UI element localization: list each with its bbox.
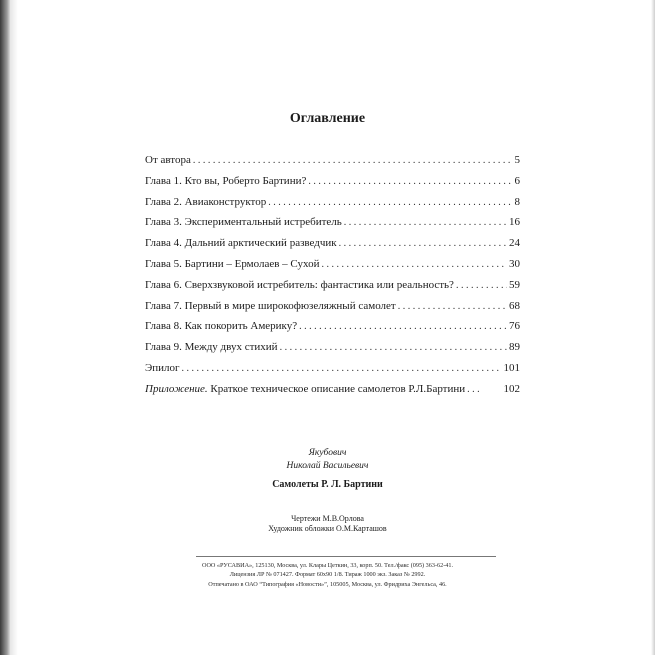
toc-entry-label: Глава 7. Первый в мире широкофюзеляжный самолет <box>145 299 396 312</box>
book-spine-shadow <box>0 0 10 655</box>
toc-entry-page: 24 <box>509 237 520 250</box>
toc-leader-dots <box>299 320 507 334</box>
imprint-printer: Отпечатано в ОАО “Типография «Новости»”, 105005, Москва, ул. Фридриха Энгельса, 46. <box>208 580 447 588</box>
toc-entry <box>145 319 520 340</box>
staff-credits <box>0 514 655 534</box>
toc-entry-page: 89 <box>509 341 520 354</box>
toc-entry-page: 5 <box>514 154 520 166</box>
toc-entry-page: 76 <box>509 320 520 333</box>
toc-title: Оглавление <box>289 111 366 126</box>
toc-entry <box>145 174 520 195</box>
page-edge <box>651 0 655 655</box>
toc-entry-label: Глава 5. Бартини – Ермолаев – Сухой <box>145 257 320 270</box>
toc-leader-dots <box>268 196 512 210</box>
toc-leader-dots <box>339 237 507 251</box>
toc-entry-label: Эпилог <box>145 361 180 374</box>
toc-entry-page: 68 <box>509 299 520 312</box>
imprint-block <box>0 561 655 589</box>
toc-entry-page: 101 <box>503 361 520 374</box>
toc-entry-text: Краткое техническое описание самолетов Р.Л.Бартини <box>210 382 466 395</box>
toc-leader-dots <box>182 362 502 376</box>
toc-leader-dots <box>193 154 513 168</box>
toc-entry-label: От автора <box>145 154 191 166</box>
toc-entry-label: Глава 1. Кто вы, Роберто Бартини? <box>145 174 307 187</box>
toc-entry <box>145 195 520 216</box>
toc-entry-label: Глава 8. Как покорить Америку? <box>145 320 298 333</box>
toc-entry-label: Глава 6. Сверхзвуковой истребитель: фантастика или реальность? <box>145 278 454 291</box>
toc-entry <box>145 236 520 257</box>
author-block <box>0 447 655 473</box>
toc-entry-page: 30 <box>509 257 520 270</box>
toc-entry-label: Глава 2. Авиаконструктор <box>145 195 267 208</box>
toc-leader-dots <box>308 175 512 189</box>
imprint-publisher: ООО «РУСАВИА», 125130, Москва, ул. Клары Цеткин, 33, корп. 50. Тел./факс (095) 363-62-41. <box>201 562 453 569</box>
toc-entry-label: Глава 3. Экспериментальный истребитель <box>145 216 342 229</box>
toc-entry <box>145 153 520 174</box>
imprint-license: Лицензия ЛР № 071427. Формат 60х90 1/8. Тираж 1000 экз. Заказ № 2992. <box>229 571 426 579</box>
toc-entry-label: Глава 4. Дальний арктический разведчик <box>145 237 337 250</box>
toc-entry-prefix: Приложение. <box>145 382 208 395</box>
toc-leader-dots <box>398 300 507 314</box>
drawings-credit: Чертежи М.В.Орлова <box>291 514 364 523</box>
author-given-names: Николай Васильевич <box>286 461 369 471</box>
toc-entry-label: Глава 9. Между двух стихий <box>145 341 278 354</box>
toc-leader-dots <box>321 258 507 272</box>
toc-entry <box>145 215 520 236</box>
toc-entry <box>145 299 520 320</box>
author-surname: Якубович <box>308 448 347 458</box>
book-title: Самолеты Р. Л. Бартини <box>272 479 383 490</box>
toc-entry <box>145 278 520 299</box>
toc-entry-page: 8 <box>514 195 520 208</box>
toc-entry-label <box>145 382 465 396</box>
imprint-divider <box>196 556 496 557</box>
toc-leader-dots <box>456 279 507 293</box>
gutter-shadow <box>10 0 18 655</box>
toc-entry <box>145 382 520 403</box>
toc-entry <box>145 361 520 382</box>
toc-entry-page: 102 <box>503 382 520 395</box>
toc-entry-page: 16 <box>509 216 520 229</box>
toc-leader-dots <box>344 216 507 230</box>
cover-artist-credit: Художник обложки О.М.Карташов <box>268 524 387 533</box>
toc-leader-dots <box>280 341 507 355</box>
toc-entry-page: 59 <box>509 278 520 291</box>
table-of-contents <box>145 153 520 403</box>
toc-entry-page: 6 <box>514 174 520 187</box>
toc-leader-dots <box>467 383 501 397</box>
toc-entry <box>145 340 520 361</box>
toc-entry <box>145 257 520 278</box>
